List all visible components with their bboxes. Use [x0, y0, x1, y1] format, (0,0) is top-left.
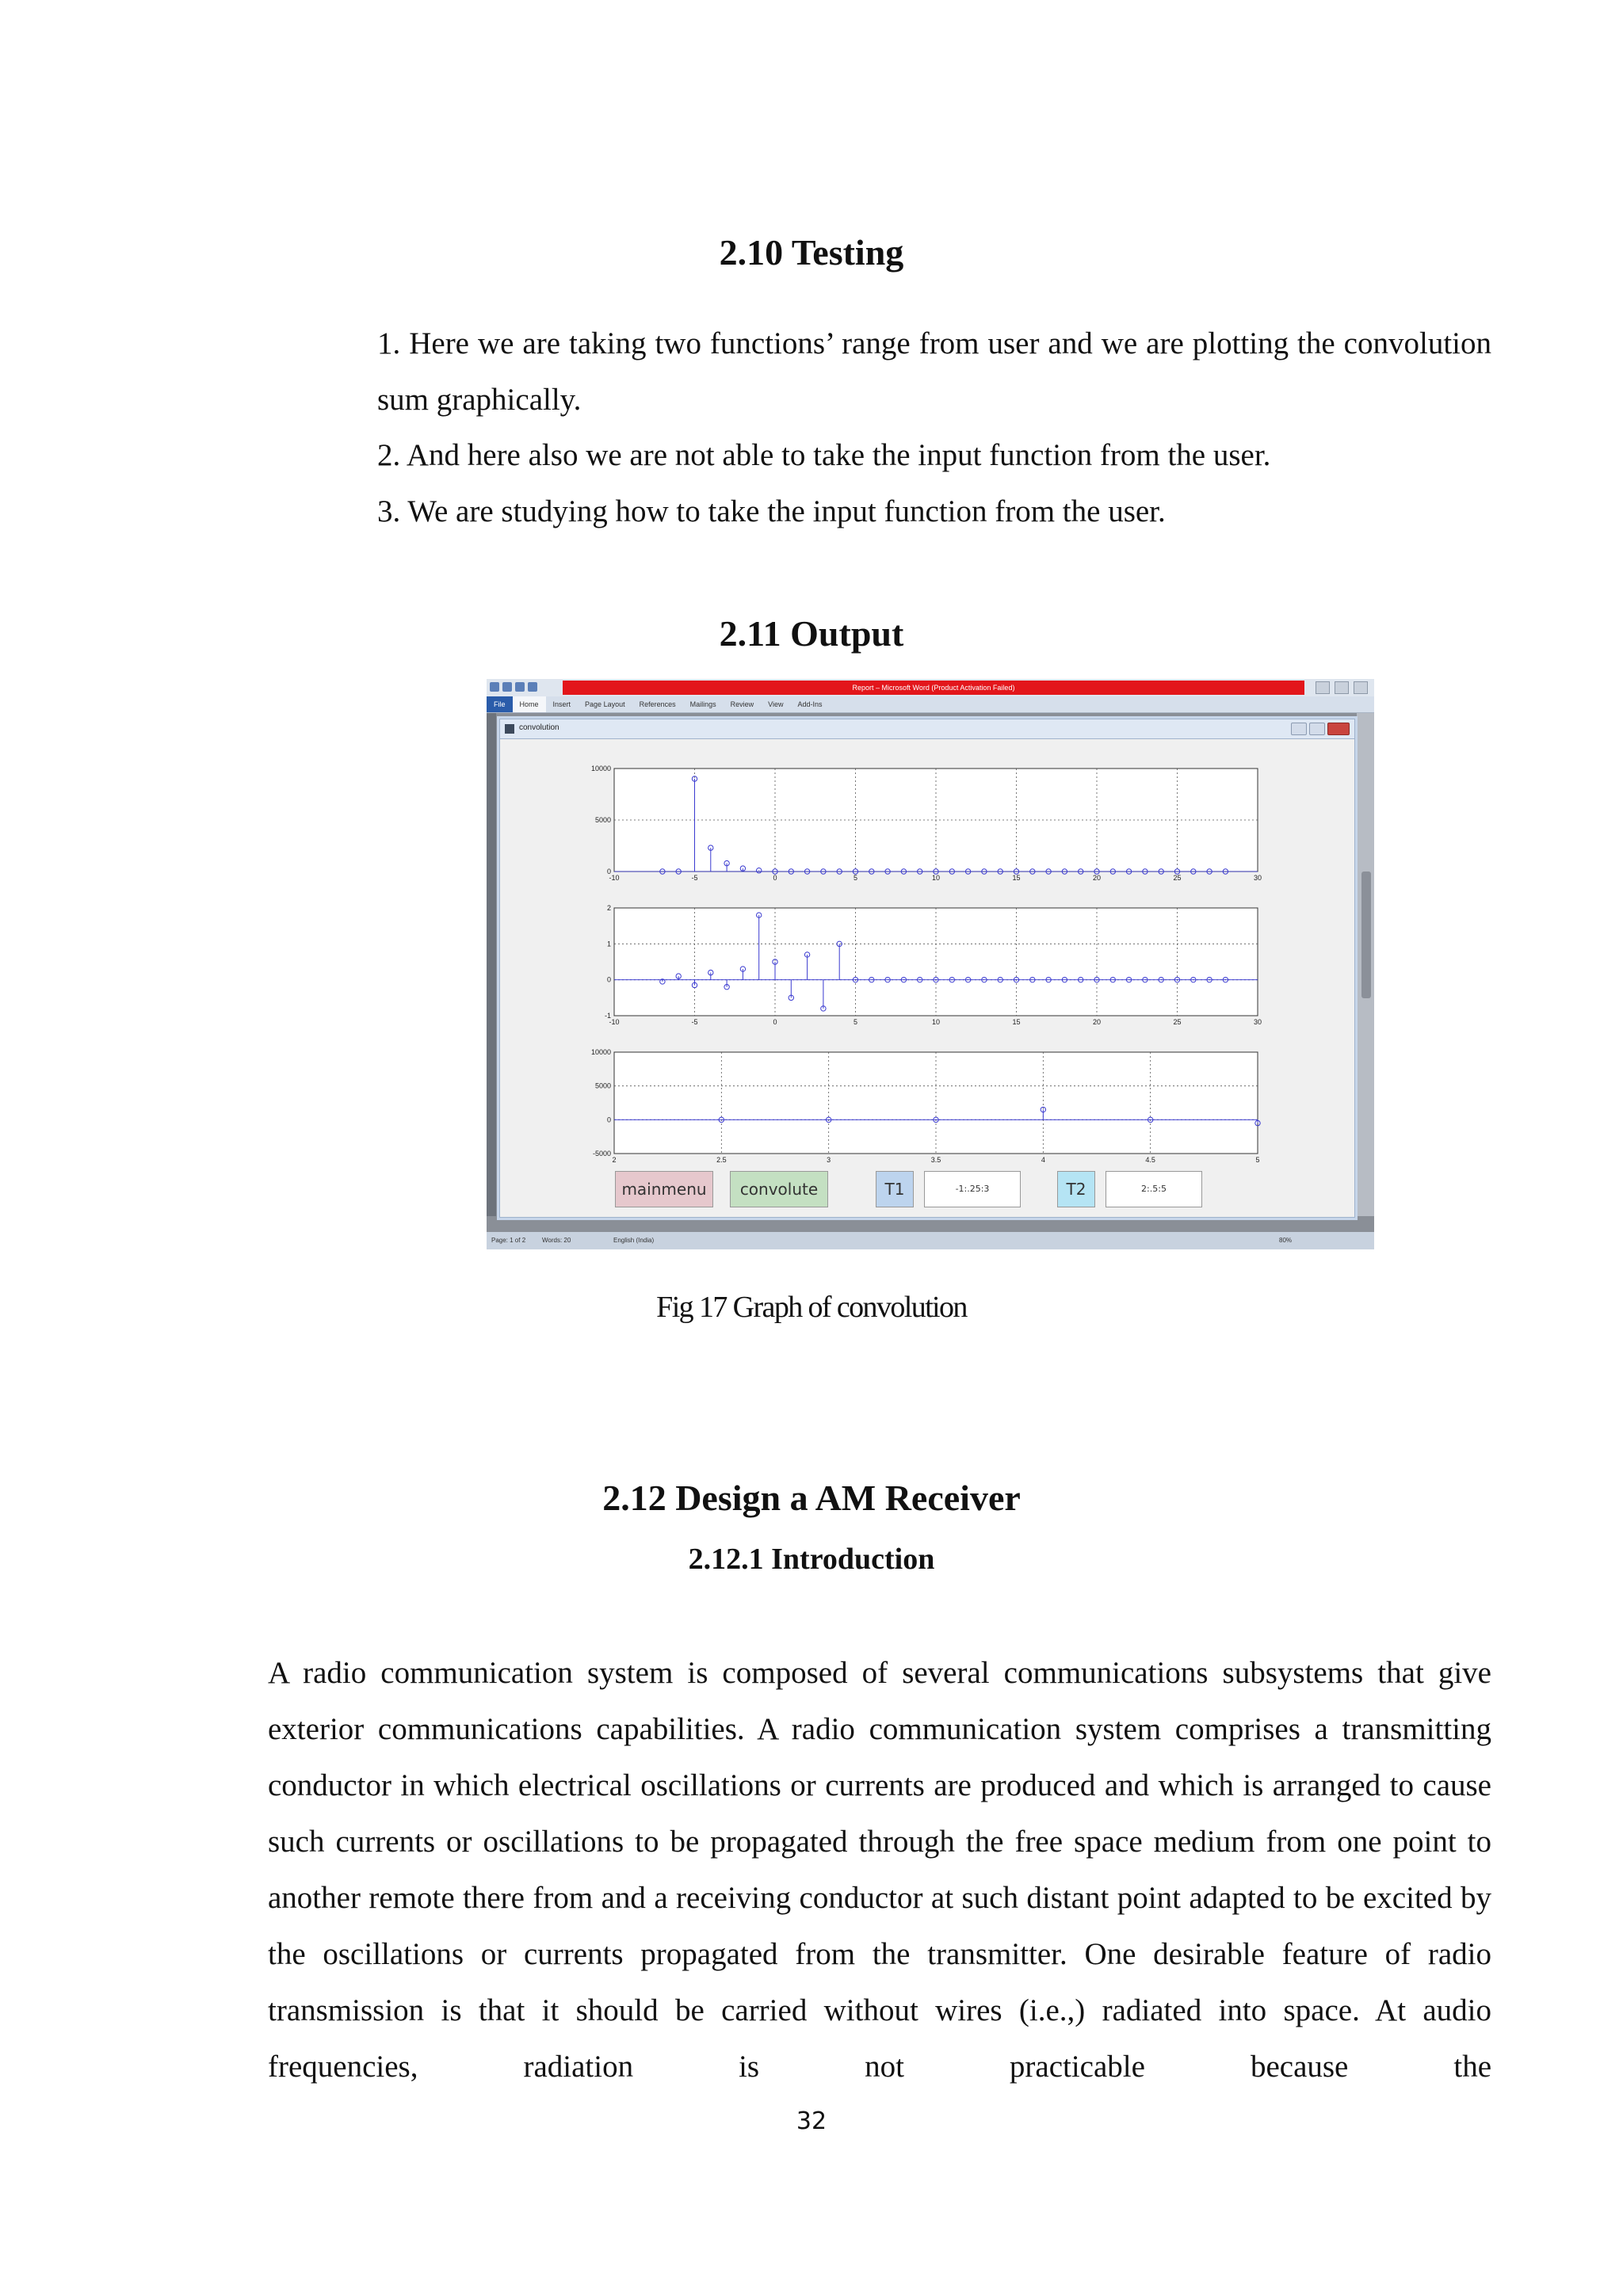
tab-file[interactable]: File: [487, 696, 513, 712]
plot-3-ytick: -5000: [592, 1150, 611, 1158]
plot-1-xtick: -5: [691, 874, 698, 882]
plot-2-xtick: 0: [773, 1018, 777, 1026]
tab-mailings[interactable]: Mailings: [689, 700, 716, 708]
mainmenu-button[interactable]: mainmenu: [615, 1171, 713, 1207]
close-icon[interactable]: [1354, 681, 1368, 694]
matlab-figure-window: [499, 719, 1355, 1218]
tab-home[interactable]: Home: [513, 696, 546, 712]
output-screenshot: [487, 679, 1374, 1249]
t1-label: T1: [876, 1171, 914, 1207]
plot-1-xtick: 30: [1253, 874, 1262, 882]
tab-add-ins[interactable]: Add-Ins: [797, 700, 823, 708]
tab-insert[interactable]: Insert: [552, 700, 571, 708]
plot-1-xtick: 10: [931, 874, 941, 882]
plot-1-xtick: 15: [1012, 874, 1021, 882]
tab-references[interactable]: References: [639, 700, 676, 708]
plot-3-ytick: 0: [606, 1116, 611, 1124]
redo-icon: [528, 682, 537, 692]
plot-2-xtick: 15: [1012, 1018, 1021, 1026]
word-icon: [490, 682, 499, 692]
plot-2-xtick: -5: [691, 1018, 698, 1026]
t2-label: T2: [1057, 1171, 1095, 1207]
plot-3-xtick: 4.5: [1145, 1156, 1155, 1164]
plot-2-ytick: 0: [606, 975, 611, 984]
plot-2-ytick: -1: [604, 1012, 611, 1020]
testing-item-3: 3. We are studying how to take the input function from the user.: [377, 494, 1166, 528]
plot-3-xtick: 3.5: [930, 1156, 941, 1164]
undo-icon: [515, 682, 525, 692]
plot-2-ytick: 2: [606, 904, 611, 912]
t1-input[interactable]: -1:.25:3: [924, 1171, 1021, 1207]
word-title: Report – Microsoft Word (Product Activation Failed): [563, 681, 1304, 695]
figure-titlebar: [500, 719, 1354, 739]
figure-maximize-icon[interactable]: [1309, 723, 1325, 735]
status-zoom: 80%: [1279, 1237, 1293, 1244]
plot-1-xtick: 5: [853, 874, 858, 882]
intro-paragraph: A radio communication system is composed of several communications subsystems that give exterior communications capabilities. A radio communication system comprises a transmitting conductor in which electrical oscillations or currents are produced and which is arranged to cause such currents or oscillations to be propagated through the free space medium from one point to another remote there from and a receiving conductor at such distant point adapted to be excited by the oscillations or currents propagated from the transmitter. One desirable feature of radio transmission is that it should be carried without wires (i.e.,) radiated into space. At audio frequencies, radiation is not practicable because the: [268, 1656, 1491, 2084]
figure-caption: Fig 17 Graph of convolution: [656, 1291, 967, 1324]
convolution-plots: [500, 738, 1354, 1217]
plot-2-xtick: 25: [1173, 1018, 1182, 1026]
plot-1-xtick: 0: [773, 874, 777, 882]
plot-1-xtick: 25: [1173, 874, 1182, 882]
window-controls: [1316, 681, 1368, 694]
heading-am-receiver: 2.12 Design a AM Receiver: [602, 1478, 1021, 1518]
scrollbar-thumb[interactable]: [1361, 871, 1371, 998]
status-words: Words: 20: [542, 1237, 571, 1244]
plot-2-xtick: 20: [1092, 1018, 1102, 1026]
tab-review[interactable]: Review: [730, 700, 754, 708]
figure-close-icon[interactable]: [1327, 723, 1350, 735]
matlab-icon: [505, 724, 514, 734]
plot-2-xtick: -10: [609, 1018, 620, 1026]
heading-output: 2.11 Output: [719, 613, 904, 654]
ribbon-tabs: [487, 696, 1374, 713]
plot-1-ytick: 10000: [590, 765, 611, 772]
plot-2-xtick: 10: [931, 1018, 941, 1026]
status-page: Page: 1 of 2: [491, 1237, 526, 1244]
plot-2-xtick: 5: [853, 1018, 858, 1026]
testing-item-2: 2. And here also we are not able to take the input function from the user.: [377, 438, 1271, 472]
word-statusbar: [487, 1232, 1374, 1249]
word-left-margin: [487, 713, 496, 1216]
maximize-icon[interactable]: [1335, 681, 1349, 694]
plot-3-ytick: 10000: [590, 1048, 611, 1056]
word-scrollbar[interactable]: [1357, 713, 1374, 1216]
plot-1-ytick: 0: [606, 868, 611, 875]
page-number: 32: [796, 2107, 827, 2135]
save-icon: [502, 682, 512, 692]
plot-3-xtick: 2: [612, 1156, 617, 1164]
plot-1-xtick: -10: [609, 874, 620, 882]
testing-item-1: 1. Here we are taking two functions’ range from user and we are plotting the convolution sum graphically.: [377, 326, 1491, 417]
minimize-icon[interactable]: [1316, 681, 1330, 694]
heading-testing: 2.10 Testing: [719, 232, 904, 273]
plot-1-ytick: 5000: [594, 816, 611, 824]
plot-2-ytick: 1: [606, 940, 611, 948]
word-titlebar: [487, 679, 1374, 696]
plot-3-axes: [614, 1052, 1258, 1154]
convolute-button[interactable]: convolute: [730, 1171, 828, 1207]
t2-input[interactable]: 2:.5:5: [1106, 1171, 1202, 1207]
figure-window-controls: [1291, 723, 1350, 735]
plot-3-xtick: 3: [827, 1156, 831, 1164]
plot-3-xtick: 5: [1255, 1156, 1260, 1164]
plot-1-xtick: 20: [1092, 874, 1102, 882]
heading-introduction: 2.12.1 Introduction: [688, 1543, 935, 1576]
plot-3-xtick: 2.5: [716, 1156, 727, 1164]
plot-2-xtick: 30: [1253, 1018, 1262, 1026]
tab-page-layout[interactable]: Page Layout: [585, 700, 625, 708]
quick-access-toolbar: [490, 682, 558, 693]
figure-minimize-icon[interactable]: [1291, 723, 1307, 735]
status-language: English (India): [613, 1237, 655, 1244]
plot-3-ytick: 5000: [594, 1081, 611, 1090]
tab-view[interactable]: View: [768, 700, 784, 708]
figure-title: convolution: [519, 723, 559, 732]
plot-3-xtick: 4: [1041, 1156, 1045, 1164]
